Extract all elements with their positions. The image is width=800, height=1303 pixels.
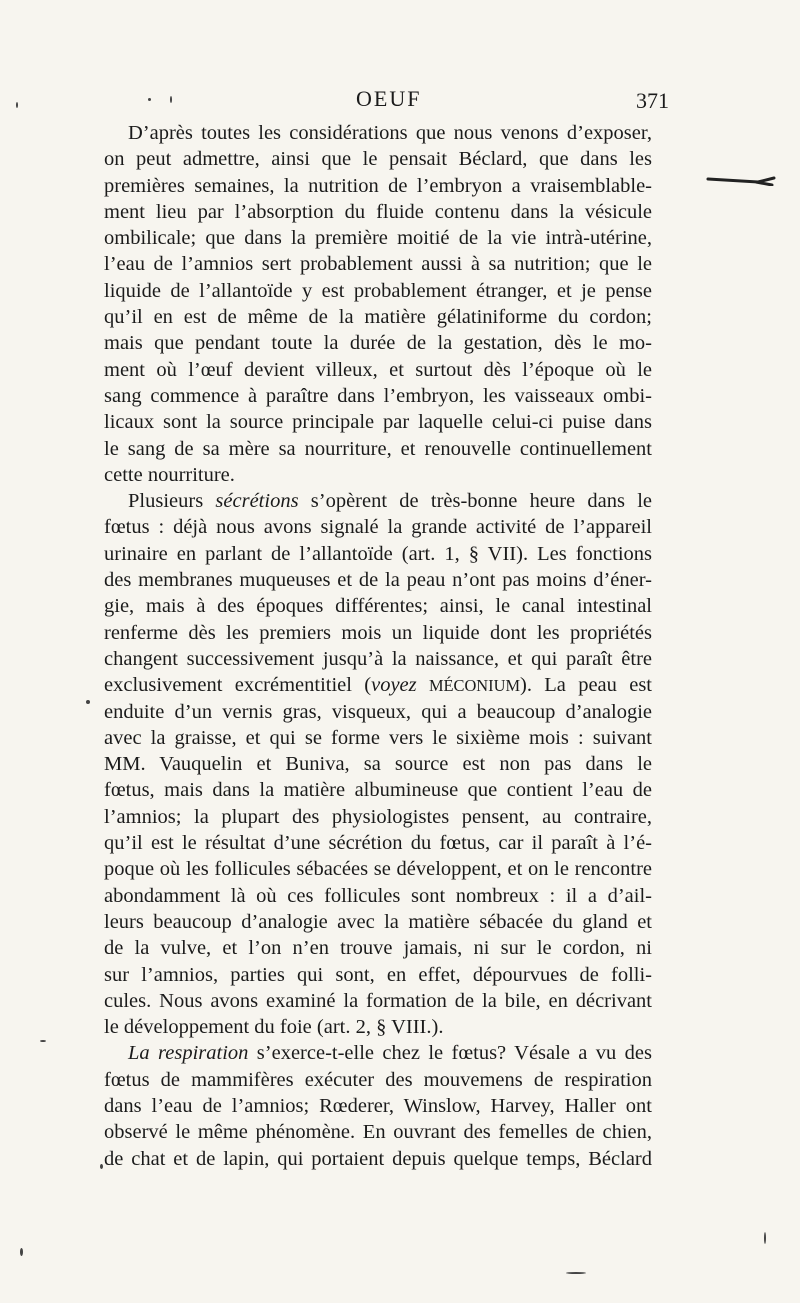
scan-speck xyxy=(170,96,172,103)
text-line: urinaire en parlant de l’allantoïde (art. 1, § VII). Les fonctions xyxy=(104,542,652,565)
text-line: dans l’eau de l’amnios; Rœderer, Winslow, Harvey, Haller ont xyxy=(104,1094,652,1117)
text-line: avec la graisse, et qui se forme vers le sixième mois : suivant xyxy=(104,726,652,749)
running-head xyxy=(0,86,800,120)
text-line: liquide de l’allantoïde y est probablement étranger, et je pense xyxy=(104,279,652,302)
scan-speck xyxy=(764,1232,766,1244)
text-line: ment lieu par l’absorption du fluide contenu dans la vésicule xyxy=(104,200,652,223)
text-line: gie, mais à des époques différentes; ainsi, le canal intestinal xyxy=(104,595,652,618)
text-line: Plusieurs sécrétions s’opèrent de très-bonne heure dans le xyxy=(128,490,652,513)
text-line: MM. Vauquelin et Buniva, sa source est non pas dans le xyxy=(104,753,652,776)
text-line: changent successivement jusqu’à la naissance, et qui paraît être xyxy=(104,647,652,670)
text-line: exclusivement excrémentitiel (voyez MÉCONIUM). La peau est xyxy=(104,674,652,697)
scan-speck xyxy=(16,102,18,108)
text-line: le développement du foie (art. 2, § VIII.). xyxy=(104,1016,444,1039)
page-number: 371 xyxy=(636,88,669,113)
text-line: le sang de sa mère sa nourriture, et renouvelle continuellement xyxy=(104,437,652,460)
text-line: licaux sont la source principale par laquelle celui-ci puise dans xyxy=(104,411,652,434)
text-line: cette nourriture. xyxy=(104,463,235,486)
margin-pen-mark xyxy=(706,174,776,186)
text-line: sur l’amnios, parties qui sont, en effet, dépourvues de folli- xyxy=(104,963,652,986)
text-line: leurs beaucoup d’analogie avec la matière sébacée du gland et xyxy=(104,910,652,933)
text-line: ment où l’œuf devient villeux, et surtout dès l’époque où le xyxy=(104,358,652,381)
scan-speck xyxy=(86,700,90,704)
text-line: sang commence à paraître dans l’embryon, les vaisseaux ombi- xyxy=(104,384,652,407)
text-line: ombilicale; que dans la première moitié de la vie intrà-utérine, xyxy=(104,227,652,250)
text-line: D’après toutes les considérations que nous venons d’exposer, xyxy=(128,122,652,144)
running-head-title: OEUF xyxy=(356,86,422,111)
text-line: fœtus, mais dans la matière albumineuse que contient l’eau de xyxy=(104,779,652,802)
text-line: renferme dès les premiers mois un liquide dont les propriétés xyxy=(104,621,652,644)
text-line: poque où les follicules sébacées se développent, et on le rencontre xyxy=(104,858,652,881)
text-line: l’eau de l’amnios sert probablement aussi à sa nutrition; que le xyxy=(104,253,652,276)
text-line: cules. Nous avons examiné la formation de la bile, en décrivant xyxy=(104,989,652,1012)
text-line: premières semaines, la nutrition de l’embryon a vraisemblable- xyxy=(104,174,652,197)
body-text xyxy=(104,120,652,1172)
text-line: des membranes muqueuses et de la peau n’ont pas moins d’éner- xyxy=(104,569,652,592)
text-line: fœtus de mammifères exécuter des mouvemens de respiration xyxy=(104,1068,652,1091)
scan-speck xyxy=(566,1272,586,1274)
scan-speck xyxy=(20,1248,23,1256)
scan-speck xyxy=(40,1040,46,1042)
text-line: mais que pendant toute la durée de la gestation, dès le mo- xyxy=(104,332,652,355)
text-line: on peut admettre, ainsi que le pensait Béclard, que dans les xyxy=(104,148,652,171)
scan-speck xyxy=(100,1164,103,1169)
text-line: qu’il est le résultat d’une sécrétion du fœtus, car il paraît à l’é- xyxy=(104,832,652,855)
text-line: abondamment là où ces follicules sont nombreux : il a d’ail- xyxy=(104,884,652,907)
text-line: enduite d’un vernis gras, visqueux, qui a beaucoup d’analogie xyxy=(104,700,652,723)
text-line: l’amnios; la plupart des physiologistes pensent, au contraire, xyxy=(104,805,652,828)
scan-speck xyxy=(148,98,151,101)
text-line: observé le même phénomène. En ouvrant des femelles de chien, xyxy=(104,1121,652,1144)
text-line: qu’il en est de même de la matière gélatiniforme du cordon; xyxy=(104,306,652,329)
text-line: La respiration s’exerce-t-elle chez le fœtus? Vésale a vu des xyxy=(128,1042,653,1065)
text-line: fœtus : déjà nous avons signalé la grande activité de l’appareil xyxy=(104,516,652,539)
text-line: de chat et de lapin, qui portaient depuis quelque temps, Béclard xyxy=(104,1147,652,1170)
text-line: de la vulve, et l’on n’en trouve jamais, ni sur le cordon, ni xyxy=(104,937,652,960)
